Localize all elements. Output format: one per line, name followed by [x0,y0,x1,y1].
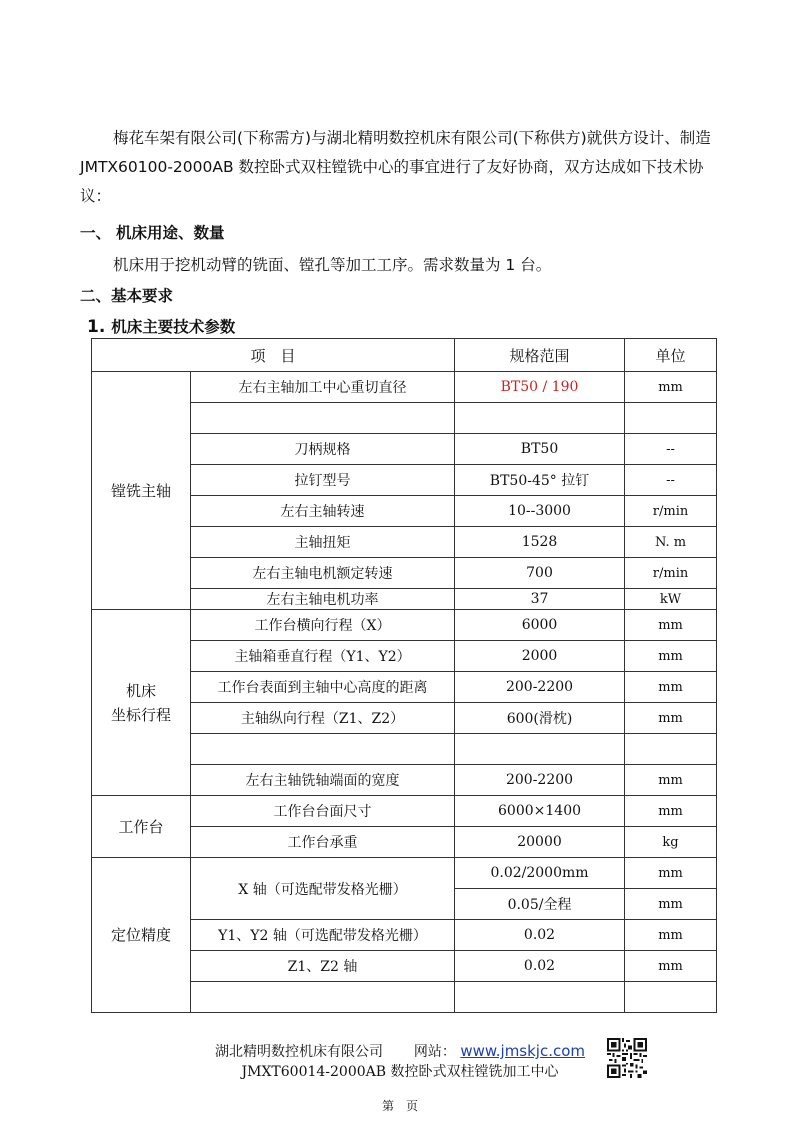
subsection-1-number: 1. [87,317,106,337]
qr-code-icon [607,1038,647,1078]
group-spindle: 镗铣主轴 [92,372,191,610]
row-unit: mm [625,920,717,951]
row-spec: 600(滑枕) [455,703,625,734]
table-row [92,610,717,641]
header-item: 项 目 [92,339,455,372]
table-row [92,372,717,403]
row-unit: -- [625,434,717,465]
row-unit: mm [625,765,717,796]
intro-paragraph: 梅花车架有限公司(下称需方)与湖北精明数控机床有限公司(下称供方)就供方设计、制造 JMTX60100-2000AB 数控卧式双柱镗铣中心的事宜进行了友好协商，双方达成如下技术协议： [80,129,711,205]
row-item: 刀柄规格 [191,434,455,465]
row-unit: mm [625,703,717,734]
row-spec: 0.02/2000mm [455,858,625,889]
section-2-heading: 二、基本要求 [80,287,174,305]
subsection-1-heading [87,315,235,337]
row-unit: mm [625,858,717,889]
row-item: 左右主轴加工中心重切直径 [191,372,455,403]
row-item: 左右主轴电机功率 [191,589,455,610]
spec-table [91,338,717,1013]
row-item: 主轴箱垂直行程（Y1、Y2） [191,641,455,672]
row-spec: 10--3000 [455,496,625,527]
section-1-text: 机床用于挖机动臂的铣面、镗孔等加工工序。需求数量为 1 台。 [113,256,552,274]
group-travel-line2: 坐标行程 [110,705,171,724]
row-item [191,403,455,434]
group-accuracy: 定位精度 [92,858,191,1013]
page-number: 第 页 [381,1099,418,1113]
row-spec: BT50 [455,434,625,465]
table-row [92,858,717,889]
row-spec: 200-2200 [455,672,625,703]
row-spec [455,982,625,1013]
row-item: 工作台台面尺寸 [191,796,455,827]
row-item: 工作台承重 [191,827,455,858]
row-unit: mm [625,951,717,982]
row-unit: mm [625,372,717,403]
row-item: Y1、Y2 轴（可选配带发格光栅） [191,920,455,951]
table-row [92,796,717,827]
table-header-row [92,339,717,372]
row-unit: N. m [625,527,717,558]
group-travel-line1: 机床 [125,681,156,700]
row-unit: r/min [625,496,717,527]
group-travel [92,610,191,796]
row-item [191,982,455,1013]
row-item: 左右主轴转速 [191,496,455,527]
row-spec: 6000 [455,610,625,641]
footer-site-label: 网站： [413,1044,456,1060]
row-unit: kW [625,589,717,610]
row-spec: 2000 [455,641,625,672]
row-item: 工作台横向行程（X） [191,610,455,641]
group-worktable: 工作台 [92,796,191,858]
row-unit: mm [625,610,717,641]
row-unit [625,982,717,1013]
row-item: 工作台表面到主轴中心高度的距离 [191,672,455,703]
row-spec: 0.02 [455,951,625,982]
row-item: 主轴扭矩 [191,527,455,558]
footer-doc-title: JMXT60014-2000AB 数控卧式双柱镗铣加工中心 [241,1064,559,1080]
row-spec: BT50 / 190 [455,372,625,403]
row-item: 主轴纵向行程（Z1、Z2） [191,703,455,734]
row-spec: 200-2200 [455,765,625,796]
row-spec: 37 [455,589,625,610]
row-spec: 20000 [455,827,625,858]
row-spec: 1528 [455,527,625,558]
footer-company-line [0,1041,800,1061]
section-1-heading [80,221,225,243]
row-spec [455,734,625,765]
row-unit: mm [625,889,717,920]
row-spec [455,403,625,434]
row-item [191,734,455,765]
header-spec: 规格范围 [455,339,625,372]
row-unit: r/min [625,558,717,589]
footer-company: 湖北精明数控机床有限公司 [214,1044,383,1060]
section-1-number: 一、 [80,224,112,242]
row-unit: mm [625,641,717,672]
row-unit: kg [625,827,717,858]
row-unit: mm [625,672,717,703]
row-spec: 700 [455,558,625,589]
row-item: X 轴（可选配带发格光栅） [191,858,455,920]
row-item: Z1、Z2 轴 [191,951,455,982]
footer-site-link[interactable]: www.jmskjc.com [460,1042,586,1060]
header-unit: 单位 [625,339,717,372]
row-unit [625,734,717,765]
row-spec: 6000×1400 [455,796,625,827]
section-1-title: 机床用途、数量 [116,224,225,242]
row-unit: mm [625,796,717,827]
row-unit [625,403,717,434]
row-item: 左右主轴铣轴端面的宽度 [191,765,455,796]
row-spec: BT50-45° 拉钉 [455,465,625,496]
row-item: 拉钉型号 [191,465,455,496]
row-spec: 0.05/全程 [455,889,625,920]
row-item: 左右主轴电机额定转速 [191,558,455,589]
row-spec: 0.02 [455,920,625,951]
subsection-1-title: 机床主要技术参数 [111,318,236,336]
row-unit: -- [625,465,717,496]
